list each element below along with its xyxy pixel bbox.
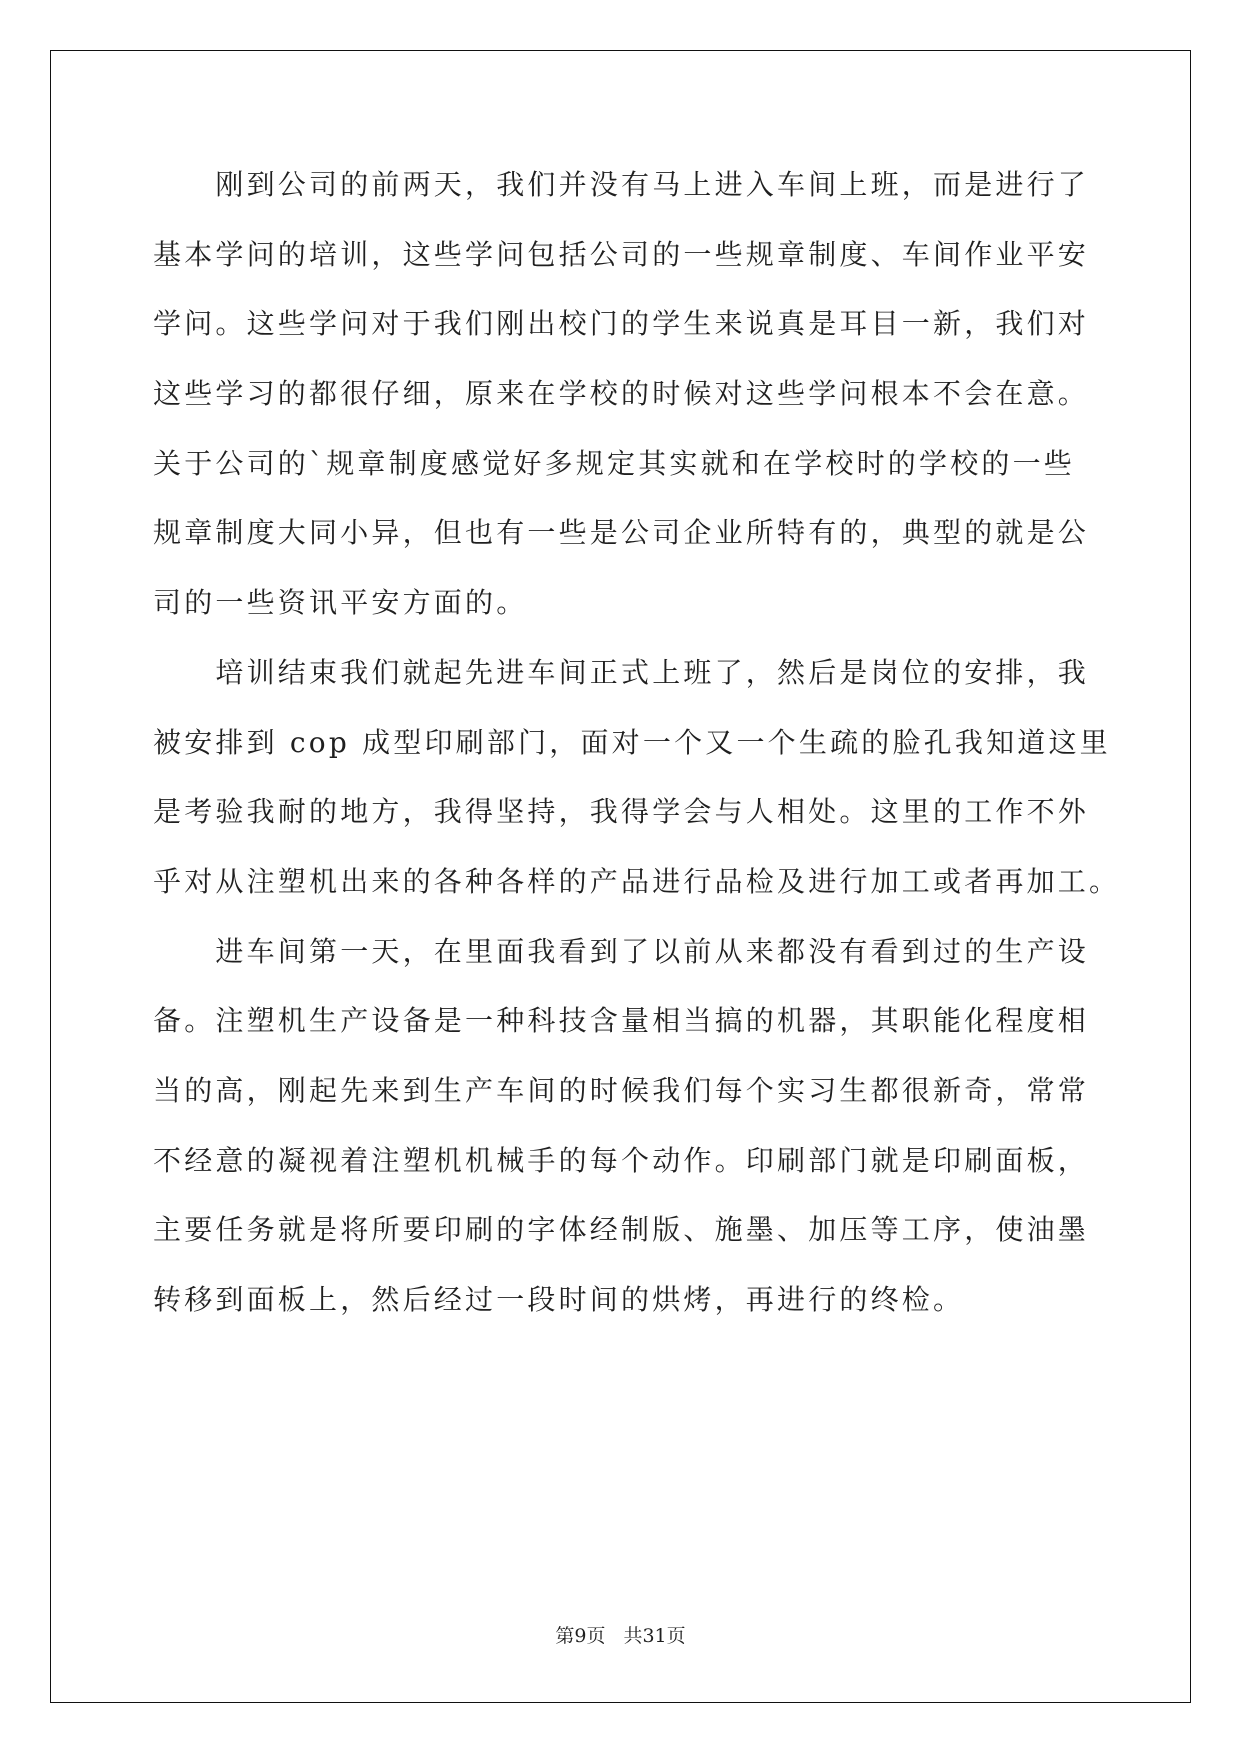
paragraph [153, 638, 1133, 917]
text-line: 关于公司的`规章制度感觉好多规定其实就和在学校时的学校的一些 [153, 446, 1076, 480]
page-total: 共31页 [623, 1625, 686, 1647]
page-footer [0, 1624, 1241, 1648]
paragraph [153, 150, 1133, 638]
text-line: 基本学问的培训，这些学问包括公司的一些规章制度、车间作业平安 [153, 237, 1090, 271]
text-line: 这些学习的都很仔细，原来在学校的时候对这些学问根本不会在意。 [153, 377, 1090, 411]
text-line: 司的一些资讯平安方面的。 [153, 586, 528, 620]
text-line: 刚到公司的前两天，我们并没有马上进入车间上班，而是进行了 [215, 168, 1089, 201]
text-line: 是考验我耐的地方，我得坚持，我得学会与人相处。这里的工作不外 [153, 795, 1090, 829]
text-line: 当的高，刚起先来到生产车间的时候我们每个实习生都很新奇，常常 [153, 1073, 1090, 1107]
text-line: 乎对从注塑机出来的各种各样的产品进行品检及进行加工或者再加工。 [153, 864, 1121, 898]
text-line: 主要任务就是将所要印刷的字体经制版、施墨、加压等工序，使油墨 [153, 1213, 1090, 1247]
text-line: 被安排到 cop 成型印刷部门，面对一个又一个生疏的脸孔我知道这里 [153, 725, 1111, 759]
text-line: 培训结束我们就起先进车间正式上班了，然后是岗位的安排，我 [215, 655, 1089, 689]
text-line: 进车间第一天，在里面我看到了以前从来都没有看到过的生产设 [215, 934, 1089, 968]
text-line: 规章制度大同小异，但也有一些是公司企业所特有的，典型的就是公 [153, 516, 1090, 550]
paragraph [153, 917, 1133, 1335]
text-line: 备。注塑机生产设备是一种科技含量相当搞的机器，其职能化程度相 [153, 1004, 1090, 1038]
text-line: 不经意的凝视着注塑机机械手的每个动作。印刷部门就是印刷面板， [153, 1143, 1090, 1177]
document-body [153, 150, 1133, 1335]
text-line: 学问。这些学问对于我们刚出校门的学生来说真是耳目一新，我们对 [153, 307, 1090, 341]
text-line: 转移到面板上，然后经过一段时间的烘烤，再进行的终检。 [153, 1283, 965, 1316]
page-number: 第9页 [555, 1625, 606, 1647]
